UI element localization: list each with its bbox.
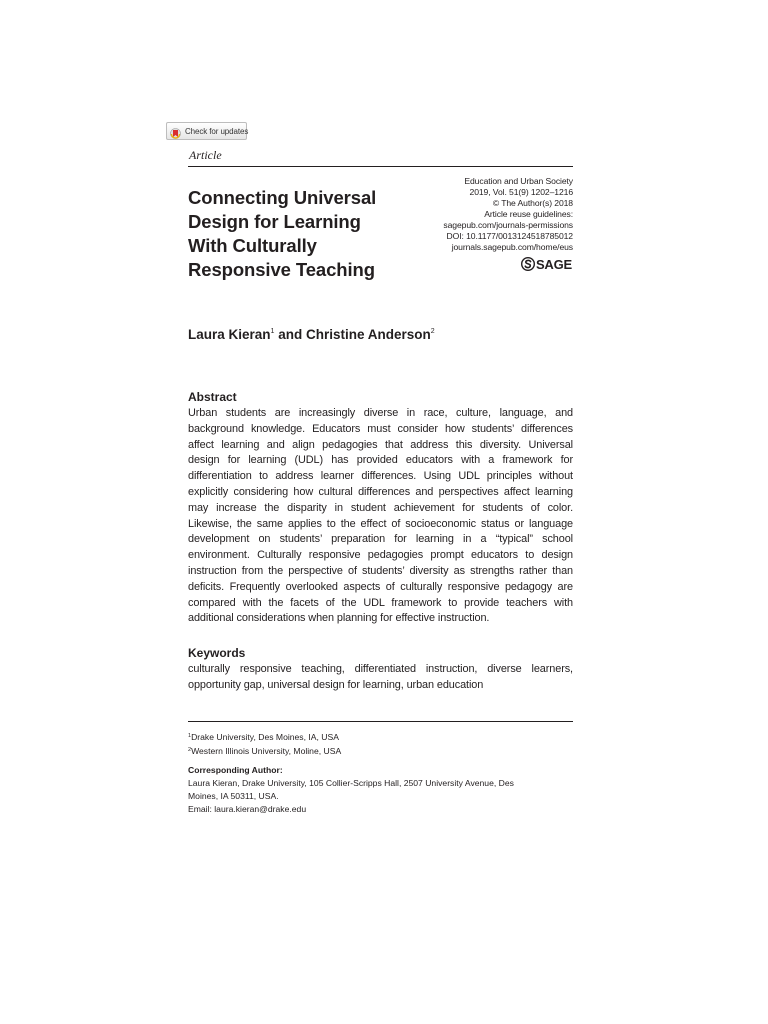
affiliation-marker: 1: [188, 733, 192, 739]
check-for-updates-button[interactable]: [166, 122, 247, 140]
abstract-line: additional considerations when planning for effective instruction.: [188, 612, 490, 625]
journal-volume: 2019, Vol. 51(9) 1202–1216: [469, 187, 573, 197]
abstract-line: may increase the disparity in student achievement for students of color.: [188, 501, 573, 514]
journal-homepage-link[interactable]: journals.sagepub.com/home/eus: [451, 242, 573, 252]
abstract-line: explicitly considering how cultural differences and perspectives affect learning: [188, 485, 573, 498]
abstract-line: Likewise, the same applies to the effect of socioeconomic status or language: [188, 517, 573, 530]
abstract-line: affect learning and align pedagogies that address this diversity. Universal: [188, 438, 573, 451]
abstract-line: instruction from the perspective of students’ diversity as strengths rather than: [188, 564, 573, 577]
title-line: Connecting Universal: [188, 187, 377, 208]
abstract-line: development on students’ preparation for learning in a “typical” school: [188, 533, 573, 546]
keywords-text: [188, 662, 573, 694]
sage-s-icon: [521, 257, 535, 271]
copyright: © The Author(s) 2018: [492, 198, 573, 208]
article-title: [188, 186, 423, 282]
author-name: Christine Anderson: [305, 327, 431, 342]
affiliation-item: [188, 744, 341, 758]
author-affiliation-marker: 2: [430, 328, 435, 335]
author-affiliation-marker: 1: [270, 328, 275, 335]
corresponding-address-line: Moines, IA 50311, USA.: [188, 791, 279, 801]
author-connector: and: [274, 327, 306, 342]
check-for-updates-icon: [170, 126, 181, 137]
affiliation-item: [188, 730, 341, 744]
keywords-line: culturally responsive teaching, differentiated instruction, diverse learners,: [188, 663, 573, 675]
abstract-line: background knowledge. Educators must consider how students’ differences: [188, 422, 573, 435]
article-type-label: Article: [189, 148, 222, 162]
abstract-line: environment. Culturally responsive pedagogies prompt educators to design: [188, 549, 573, 562]
sage-logo-text: SAGE: [535, 256, 572, 272]
header-divider: [188, 166, 573, 167]
title-line: With Culturally: [188, 235, 317, 256]
permissions-link[interactable]: sagepub.com/journals-permissions: [443, 220, 573, 230]
abstract-line: design for learning (UDL) has provided educators with a framework for: [188, 454, 573, 467]
corresponding-author-heading: Corresponding Author:: [188, 765, 283, 775]
abstract-line: differentiation to address learner differences. Using UDL principles without: [188, 470, 573, 483]
title-line: Design for Learning: [188, 211, 361, 232]
footnote-divider: [188, 721, 573, 722]
keywords-heading: Keywords: [188, 646, 246, 660]
affiliation-text: Drake University, Des Moines, IA, USA: [191, 732, 339, 742]
author-name: Laura Kieran: [188, 327, 271, 342]
keywords-line: opportunity gap, universal design for learning, urban education: [188, 678, 484, 691]
affiliation-text: Western Illinois University, Moline, USA: [191, 746, 342, 756]
doi[interactable]: DOI: 10.1177/0013124518785012: [446, 231, 573, 241]
reuse-guidelines-label: Article reuse guidelines:: [484, 209, 573, 219]
abstract-heading: Abstract: [188, 390, 237, 404]
journal-name: Education and Urban Society: [464, 176, 573, 186]
check-for-updates-label: Check for updates: [185, 126, 249, 136]
corresponding-address-line: Laura Kieran, Drake University, 105 Collier-Scripps Hall, 2507 University Avenue, Des: [188, 778, 514, 788]
sage-logo: [521, 257, 572, 271]
abstract-text: [188, 406, 573, 627]
affiliation-marker: 2: [188, 747, 192, 753]
journal-info: [443, 176, 573, 253]
corresponding-email[interactable]: Email: laura.kieran@drake.edu: [188, 804, 307, 814]
abstract-line: compared with the facets of the UDL framework to provide teachers with: [188, 596, 573, 609]
corresponding-author: [188, 764, 514, 816]
abstract-line: deficits. Frequently overlooked aspects of culturally responsive pedagogy are: [188, 580, 573, 593]
title-line: Responsive Teaching: [188, 259, 375, 280]
author-list: [188, 327, 435, 342]
affiliations: [188, 730, 341, 758]
abstract-line: Urban students are increasingly diverse in race, culture, language, and: [188, 407, 573, 419]
